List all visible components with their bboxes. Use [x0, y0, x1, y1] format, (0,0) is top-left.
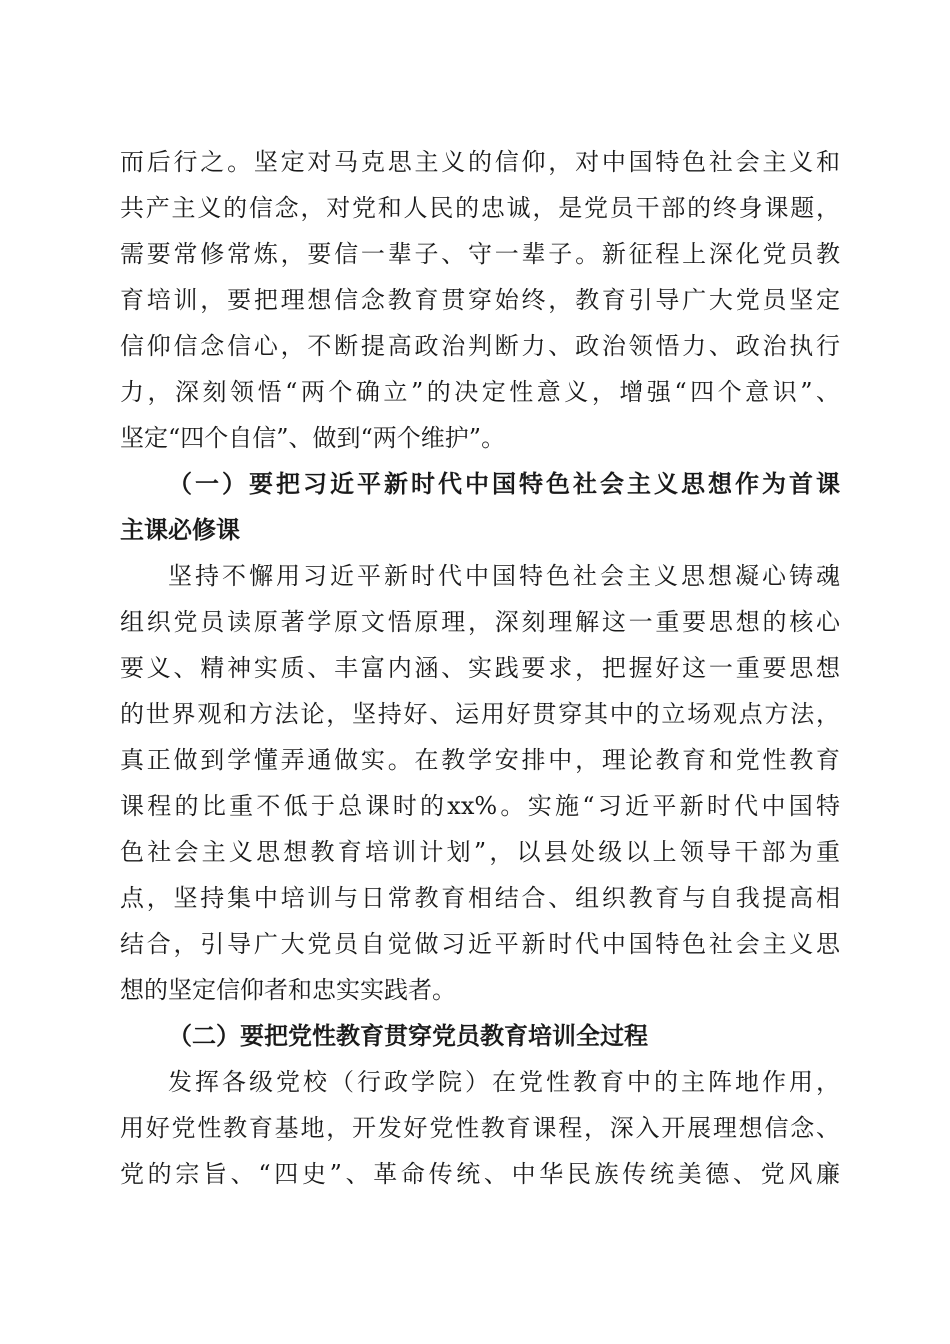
body-text-line: 结合，引导广大党员自觉做习近平新时代中国特色社会主义思	[120, 930, 840, 958]
body-text-line: 坚定“四个自信”、做到“两个维护”。	[120, 424, 506, 452]
body-text-line: 组织党员读原著学原文悟原理，深刻理解这一重要思想的核心	[120, 608, 840, 636]
body-text-line: 课程的比重不低于总课时的xx%。实施“习近平新时代中国特	[120, 792, 840, 820]
body-text-line: 育培训，要把理想信念教育贯穿始终，教育引导广大党员坚定	[120, 286, 840, 314]
body-text-line: 力，深刻领悟“两个确立”的决定性意义，增强“四个意识”、	[120, 378, 840, 406]
section-heading-1-cont: 主课必修课	[120, 515, 240, 544]
body-text-line: 真正做到学懂弄通做实。在教学安排中，理论教育和党性教育	[120, 746, 840, 774]
body-text-line: 需要常修常炼，要信一辈子、守一辈子。新征程上深化党员教	[120, 240, 840, 268]
body-text-line: 而后行之。坚定对马克思主义的信仰，对中国特色社会主义和	[120, 148, 840, 176]
body-text-line: 坚持不懈用习近平新时代中国特色社会主义思想凝心铸魂	[168, 562, 840, 590]
body-text-line: 想的坚定信仰者和忠实实践者。	[120, 976, 456, 1004]
body-text-line: 要义、精神实质、丰富内涵、实践要求，把握好这一重要思想	[120, 654, 840, 682]
body-text-line: 发挥各级党校（行政学院）在党性教育中的主阵地作用，	[168, 1068, 840, 1096]
section-heading-2: （二）要把党性教育贯穿党员教育培训全过程	[168, 1021, 648, 1050]
body-text-line: 信仰信念信心，不断提高政治判断力、政治领悟力、政治执行	[120, 332, 840, 360]
body-text-line: 共产主义的信念，对党和人民的忠诚，是党员干部的终身课题，	[120, 194, 840, 222]
body-text-line: 的世界观和方法论，坚持好、运用好贯穿其中的立场观点方法，	[120, 700, 840, 728]
body-text-line: 点，坚持集中培训与日常教育相结合、组织教育与自我提高相	[120, 884, 840, 912]
body-text-line: 用好党性教育基地，开发好党性教育课程，深入开展理想信念、	[120, 1114, 840, 1142]
section-heading-1: （一）要把习近平新时代中国特色社会主义思想作为首课	[168, 469, 840, 498]
body-text-line: 色社会主义思想教育培训计划”，以县处级以上领导干部为重	[120, 838, 840, 866]
body-text-line: 党的宗旨、“四史”、革命传统、中华民族传统美德、党风廉	[120, 1160, 840, 1188]
